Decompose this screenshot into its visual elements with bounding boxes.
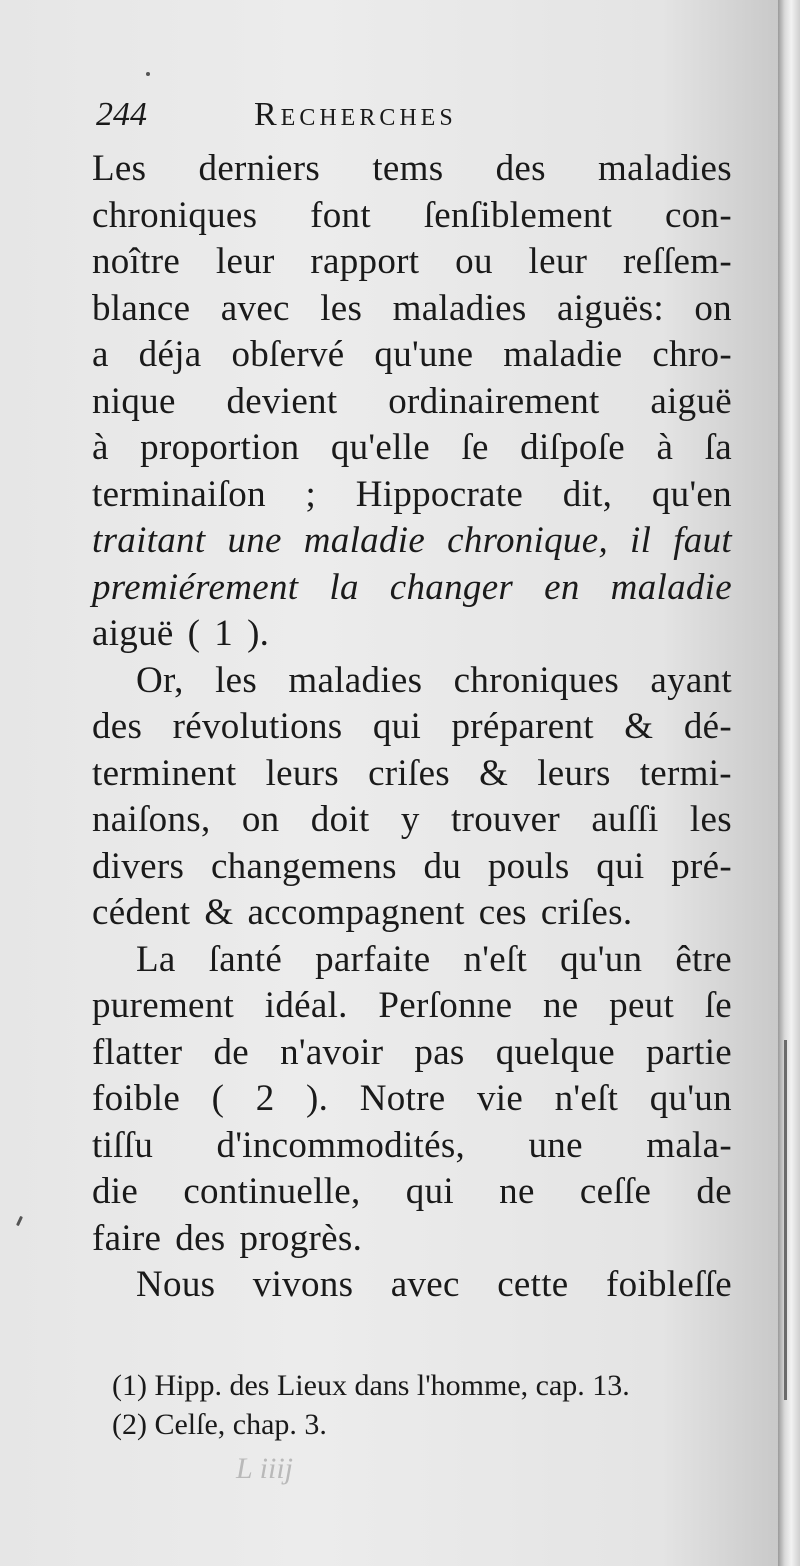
text-line: chroniques font ſenſiblement con- <box>92 194 732 236</box>
text-line: faire des progrès. <box>92 1217 363 1259</box>
ink-speck <box>146 72 150 76</box>
text-line-italic: premiérement la changer en maladie <box>92 566 732 608</box>
text-line: die continuelle, qui ne ceſſe de <box>92 1171 732 1212</box>
text-line: noître leur rapport ou leur reſſem- <box>92 241 732 282</box>
text-line: à proportion qu'elle ſe diſpoſe à ſa <box>92 427 732 468</box>
text-line: Or, les maladies chroniques ayant <box>136 659 732 701</box>
footnote-1: (1) Hipp. des Lieux dans l'homme, cap. 13. <box>112 1369 630 1402</box>
ink-speck <box>16 1216 23 1226</box>
text-line: terminent leurs criſes & leurs termi- <box>92 752 732 794</box>
text-line: tiſſu d'incommodités, une mala- <box>92 1124 732 1166</box>
text-line: naiſons, on doit y trouver auſſi les <box>92 799 732 840</box>
page-edge <box>778 0 800 1566</box>
text-line: a déja obſervé qu'une maladie chro- <box>92 334 732 375</box>
footnotes <box>112 1366 752 1444</box>
running-title: Recherches <box>254 96 457 133</box>
text-line: flatter de n'avoir pas quelque partie <box>92 1031 732 1073</box>
text-line: La ſanté parfaite n'eſt qu'un être <box>136 938 732 980</box>
text-line: divers changemens du pouls qui pré- <box>92 845 732 887</box>
text-line: terminaiſon ; Hippocrate dit, qu'en <box>92 473 732 515</box>
text-line: des révolutions qui préparent & dé- <box>92 706 732 747</box>
text-line: purement idéal. Perſonne ne peut ſe <box>92 985 732 1026</box>
text-line-italic: traitant une maladie chronique, il faut <box>92 520 732 561</box>
text-line: Nous vivons avec cette foibleſſe <box>136 1264 732 1305</box>
page-header <box>96 96 736 146</box>
text-line: Les derniers tems des maladies <box>92 148 732 189</box>
signature-mark: L iiij <box>236 1452 293 1485</box>
text-line: foible ( 2 ). Notre vie n'eſt qu'un <box>92 1078 732 1119</box>
text-line: nique devient ordinairement aiguë <box>92 380 732 422</box>
text-line: aiguë ( 1 ). <box>92 613 270 654</box>
page-number: 244 <box>96 96 147 133</box>
body-text <box>92 146 732 1309</box>
footnote-2: (2) Celſe, chap. 3. <box>112 1408 327 1441</box>
text-line: blance avec les maladies aiguës: on <box>92 287 732 329</box>
text-line: cédent & accompagnent ces criſes. <box>92 892 633 933</box>
